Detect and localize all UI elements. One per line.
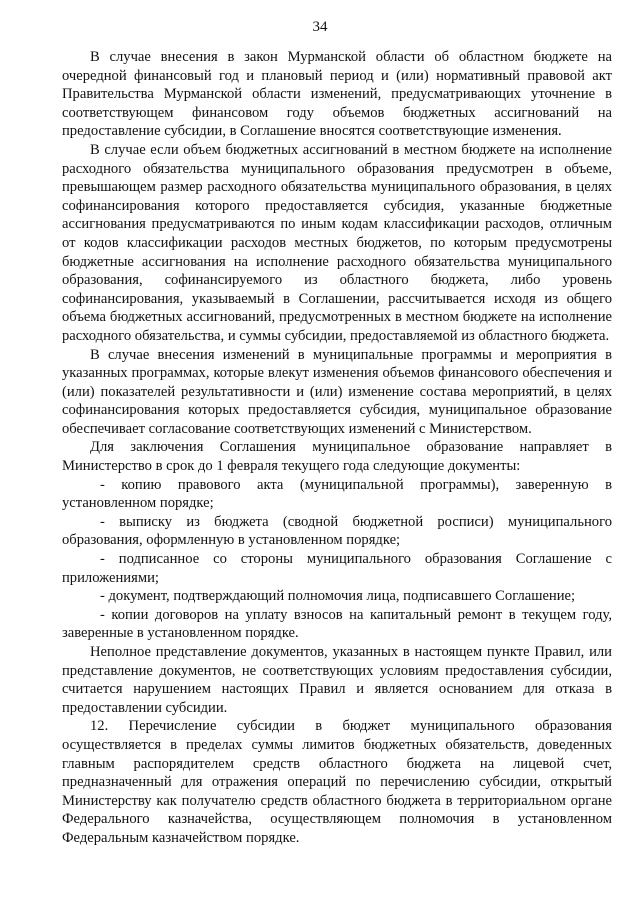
paragraph-section-12-transfer: 12. Перечисление субсидии в бюджет муниципального образования осуществляется в пределах суммы лимитов бюджетных обязательств, доведенных главным распорядителем средств областного бюджета на лицевой счет, предназначенный для отражения операций по перечислению субсидии, открытый Министерству как получателю средств областного бюджета в территориальном органе Федерального казначейства, осуществляющем полномочия в установленном Федеральным казначейством порядке. xyxy=(62,718,612,846)
page-number: 34 xyxy=(312,19,328,35)
paragraph-agreement-documents: Для заключения Соглашения муниципальное образование направляет в Министерство в срок до 1 февраля текущего года следующие документы: xyxy=(62,439,612,475)
list-item-signed-agreement: - подписанное со стороны муниципального образования Соглашение с приложениями; xyxy=(62,551,612,586)
paragraph-budget-law-changes: В случае внесения в закон Мурманской области об областном бюджете на очередной финансовый год и плановый период и (или) нормативный правовой акт Правительства Мурманской области изменений, предусматривающих уточнение в соответствующем финансовом году объемов бюджетных ассигнований на предоставление субсидии, в Соглашение вносятся соответствующие изменения. xyxy=(62,49,612,140)
list-item-authority-document: - документ, подтверждающий полномочия лица, подписавшего Соглашение; xyxy=(100,588,576,605)
list-item-contract-copies: - копии договоров на уплату взносов на капитальный ремонт в текущем году, заверенные в установленном порядке. xyxy=(62,606,612,642)
list-item-legal-act-copy: - копию правового акта (муниципальной программы), заверенную в установленном порядке; xyxy=(62,476,612,512)
paragraph-program-changes: В случае внесения изменений в муниципальные программы и мероприятия в указанных программах, которые влекут изменения объемов финансового обеспечения и (или) показателей результативности и (или) изменение состава мероприятий, в целях софинансирования которых предоставляется субсидия, муниципальное образование обеспечивает согласование соответствующих изменений с Министерством. xyxy=(62,346,612,437)
paragraph-budget-allocation-volume: В случае если объем бюджетных ассигнований в местном бюджете на исполнение расходного обязательства муниципального образования предусмотрен в объеме, превышающем размер расходного обязательства муниципального образования, в целях софинансирования которого предоставляется субсидия, указанные бюджетные ассигнования предусматриваются по иным кодам классификации расходов, отличным от кодов классификации расходов местных бюджетов, по которым предусмотрены бюджетные ассигнования на исполнение расходного обязательства муниципального образования, софинансируемого из областного бюджета, либо уровень софинансирования, указываемый в Соглашении, рассчитывается исходя из общего объема бюджетных ассигнований, предусмотренных в местном бюджете на исполнение расходного обязательства, и суммы субсидии, предоставляемой из областного бюджета. xyxy=(62,141,612,344)
document-body xyxy=(62,48,612,848)
paragraph-incomplete-documents: Неполное представление документов, указанных в настоящем пункте Правил, или представление документов, не соответствующих условиям предоставления субсидии, считается нарушением настоящих Правил и является основанием для отказа в предоставлении субсидии. xyxy=(62,644,612,716)
list-item-budget-extract: - выписку из бюджета (сводной бюджетной росписи) муниципального образования, оформленную в установленном порядке; xyxy=(62,513,612,549)
